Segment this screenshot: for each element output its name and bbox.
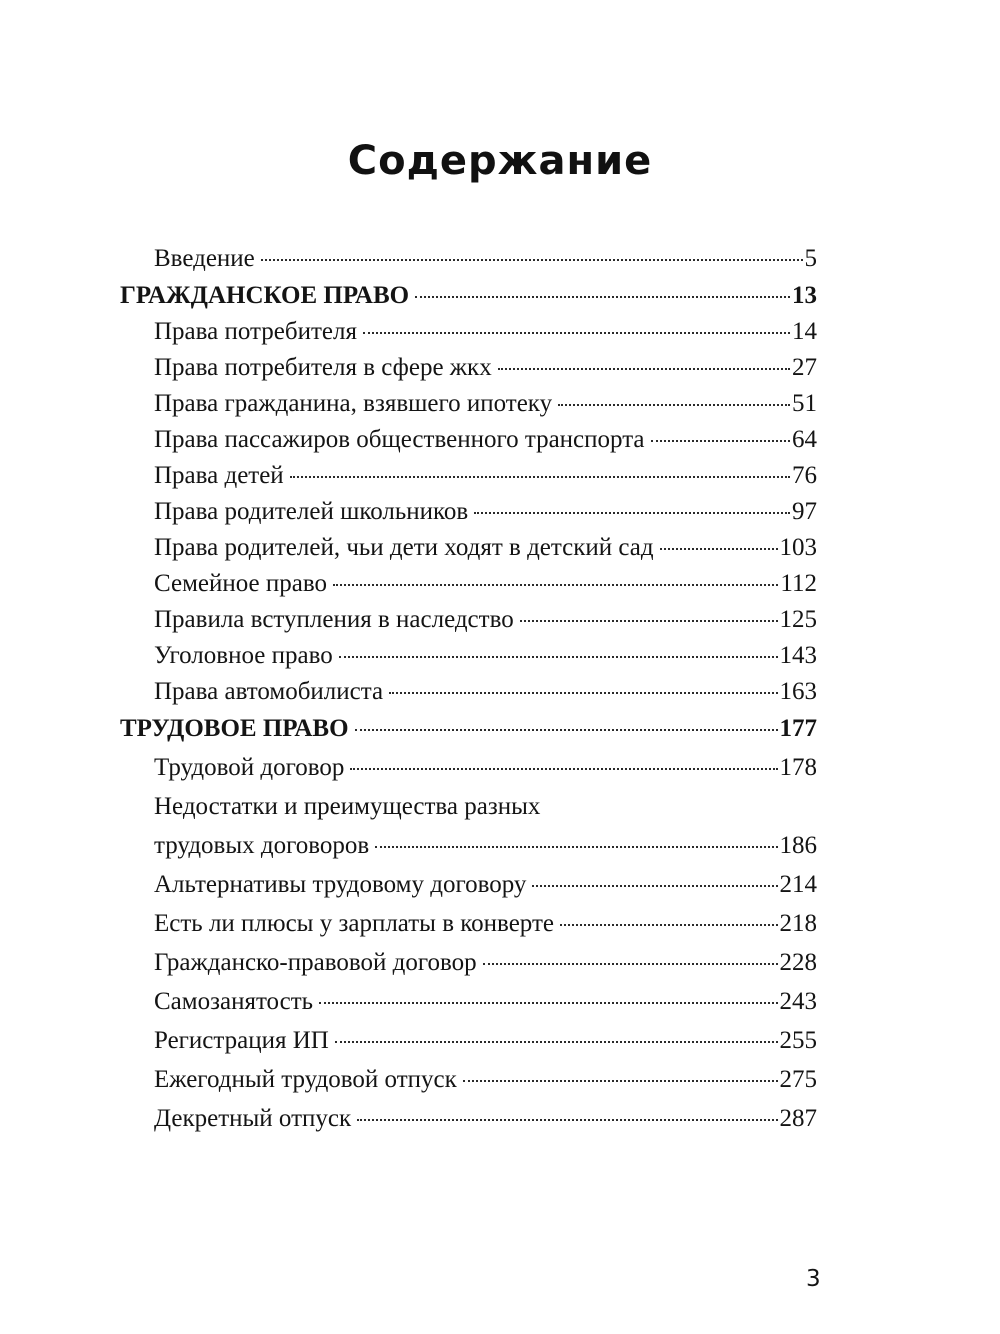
dot-leader	[558, 404, 790, 406]
toc-entry-page: 287	[779, 1105, 817, 1132]
toc-entry	[120, 828, 817, 864]
toc-entry	[120, 350, 817, 386]
toc-entry	[120, 674, 817, 710]
toc-entry	[120, 458, 817, 494]
toc-entry-label: Семейное право	[154, 570, 328, 597]
dot-leader	[355, 729, 778, 731]
toc-entry	[120, 1023, 817, 1059]
toc-entry-label: Права потребителя	[154, 318, 357, 345]
dot-leader	[415, 296, 790, 298]
toc-entry-page: 243	[779, 988, 817, 1015]
toc-entry	[120, 906, 817, 942]
toc-section-label: ГРАЖДАНСКОЕ ПРАВО	[120, 282, 410, 309]
dot-leader	[660, 548, 778, 550]
dot-leader	[357, 1119, 777, 1121]
dot-leader	[483, 963, 778, 965]
dot-leader	[532, 885, 777, 887]
toc-entry-page: 255	[779, 1027, 817, 1054]
toc-entry-page: 112	[780, 570, 817, 597]
toc-entry-label: Самозанятость	[154, 988, 314, 1015]
toc-entry	[120, 602, 817, 638]
toc-entry-page: 103	[779, 534, 817, 561]
toc-entry	[120, 1101, 817, 1137]
toc-entry-page: 178	[779, 754, 817, 781]
toc-entry-page: 76	[792, 462, 817, 489]
toc-entry-page: 97	[792, 498, 817, 525]
toc-entry-label: Права детей	[154, 462, 284, 489]
dot-leader	[389, 692, 777, 694]
toc-entry-page: 163	[779, 678, 817, 705]
toc-entry	[120, 422, 817, 458]
page-title: Содержание	[347, 138, 653, 184]
toc-entry-label-line1: Недостатки и преимущества разных	[154, 793, 541, 820]
toc-entry-label: Трудовой договор	[154, 754, 345, 781]
dot-leader	[498, 368, 790, 370]
toc-entry-label: Права пассажиров общественного транспорта	[154, 426, 645, 453]
toc-entry	[120, 566, 817, 602]
toc-entry	[120, 314, 817, 350]
dot-leader	[463, 1080, 778, 1082]
toc-entry-label: Права родителей школьников	[154, 498, 469, 525]
dot-leader	[520, 620, 778, 622]
toc-entry-page: 214	[779, 871, 817, 898]
toc-entry-label: Уголовное право	[154, 642, 333, 669]
toc-entry	[120, 945, 817, 981]
dot-leader	[375, 846, 777, 848]
toc-entry-page: 186	[779, 832, 817, 859]
page-number: 3	[806, 1266, 821, 1292]
dot-leader	[335, 1041, 778, 1043]
toc-entry	[120, 750, 817, 786]
dot-leader	[560, 924, 778, 926]
toc-entry	[120, 867, 817, 903]
toc-entry-label: Правила вступления в наследство	[154, 606, 514, 633]
toc-entry	[120, 494, 817, 530]
dot-leader	[363, 332, 790, 334]
dot-leader	[339, 656, 778, 658]
toc-entry-label: Права автомобилиста	[154, 678, 384, 705]
toc-entry-label: Права родителей, чьи дети ходят в детский сад	[154, 534, 654, 561]
dot-leader	[261, 259, 803, 261]
toc-entry-label: Декретный отпуск	[154, 1105, 352, 1132]
dot-leader	[474, 512, 790, 514]
table-of-contents	[120, 241, 817, 1137]
toc-entry-page: 125	[779, 606, 817, 633]
toc-entry-label: Гражданско-правовой договор	[154, 949, 477, 976]
toc-entry-label: Альтернативы трудовому договору	[154, 871, 527, 898]
toc-section-labor-law	[120, 711, 817, 747]
toc-entry-page: 51	[792, 390, 817, 417]
toc-entry-label: Есть ли плюсы у зарплаты в конверте	[154, 910, 554, 937]
dot-leader	[350, 768, 777, 770]
dot-leader	[319, 1002, 777, 1004]
toc-entry-label: трудовых договоров	[154, 832, 370, 859]
toc-entry-page: 228	[779, 949, 817, 976]
dot-leader	[290, 476, 790, 478]
toc-entry-page: 218	[779, 910, 817, 937]
toc-section-page: 177	[779, 715, 817, 742]
toc-entry-label: Введение	[154, 245, 255, 272]
toc-section-label: ТРУДОВОЕ ПРАВО	[120, 715, 349, 742]
toc-entry-label: Регистрация ИП	[154, 1027, 329, 1054]
toc-entry-label: Права гражданина, взявшего ипотеку	[154, 390, 553, 417]
toc-entry-page: 143	[779, 642, 817, 669]
toc-entry	[120, 984, 817, 1020]
toc-entry-page: 5	[804, 245, 817, 272]
toc-entry-page: 14	[792, 318, 817, 345]
toc-entry-page: 27	[792, 354, 817, 381]
dot-leader	[651, 440, 790, 442]
toc-entry-page: 64	[792, 426, 817, 453]
toc-section-civil-law	[120, 278, 817, 314]
toc-entry-page: 275	[779, 1066, 817, 1093]
toc-entry-intro	[120, 241, 817, 277]
toc-entry-label: Права потребителя в сфере жкх	[154, 354, 492, 381]
toc-entry-label: Ежегодный трудовой отпуск	[154, 1066, 457, 1093]
dot-leader	[333, 584, 778, 586]
toc-entry	[120, 638, 817, 674]
toc-entry	[120, 530, 817, 566]
toc-entry	[120, 1062, 817, 1098]
toc-section-page: 13	[792, 282, 817, 309]
toc-entry	[120, 386, 817, 422]
